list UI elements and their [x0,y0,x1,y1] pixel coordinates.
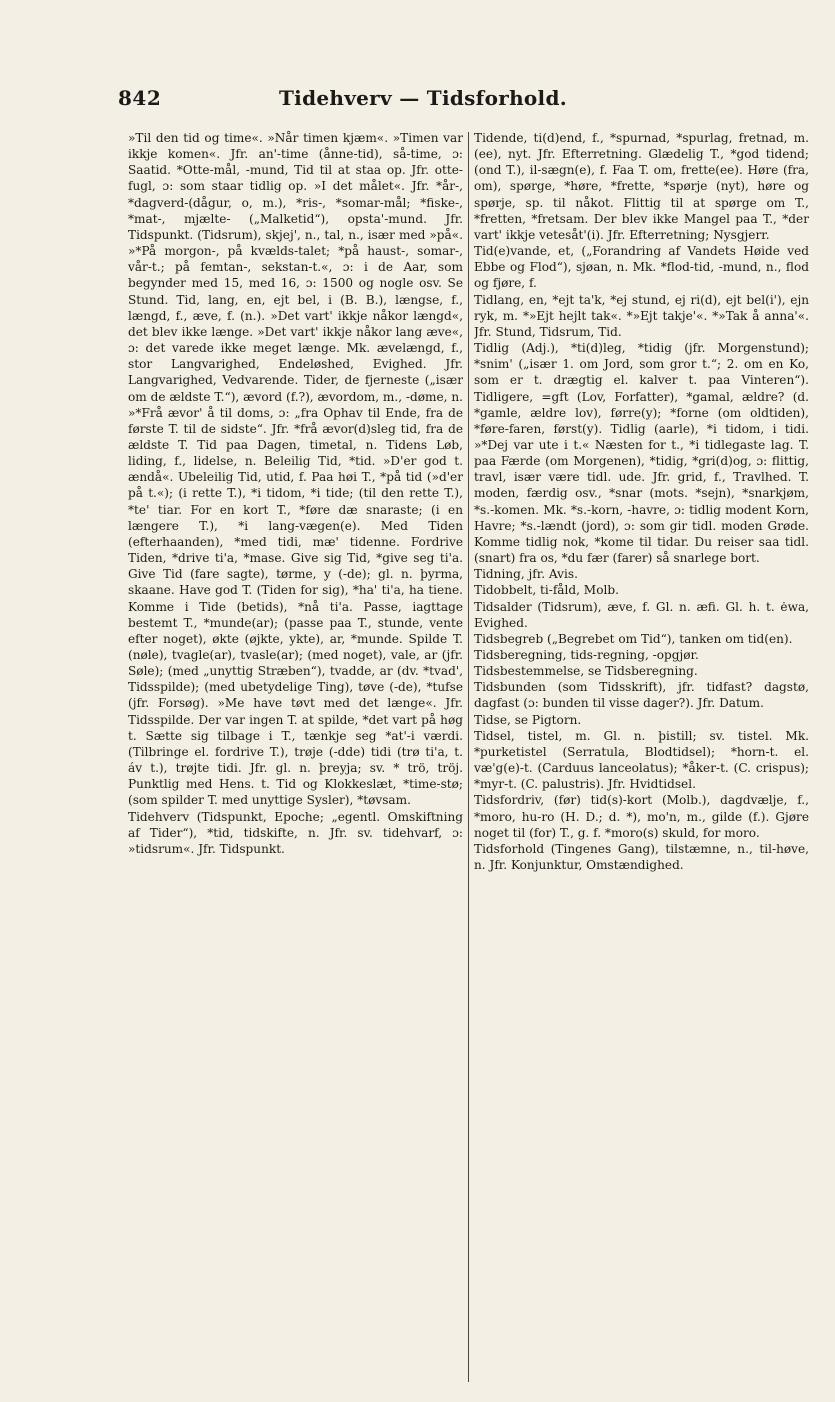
entry-paragraph: Tidende, ti(d)end, f., *spurnad, *spurlag, fretnad, m. (ee), nyt. Jfr. Efterretning. Glædelig T., *god tidend; (ond T.), il-sægn(e), f. Faa T. om, frette(ee). Høre (fra, om), spørge, *høre, *frette, *spørje (nyt), høre og spørje, sp. til nåkot. Flittig til at spørge om T., *fretten, *fretsam. Der blev ikke Mangel paa T., *der vart' ikkje vetesåt'(i). Jfr. Efterretning; Nysgjerr. [474,131,809,242]
left-column [128,130,463,1385]
entry-paragraph: Tid(e)vande, et, („Forandring af Vandets Høide ved Ebbe og Flod“), sjøan, n. Mk. *flod-tid, -mund, n., flod og fjøre, f. [474,244,809,291]
entry-paragraph: Tidsberegning, tids-regning, -opgjør. [474,648,699,662]
entry-paragraph: Tidsbunden (som Tidsskrift), jfr. tidfast? dagstø, dagfast (ɔ: bunden til visse dager?). Jfr. Datum. [474,680,809,711]
running-title: Tidehverv — Tidsforhold. [279,86,567,110]
entry-paragraph: Tidsalder (Tidsrum), æve, f. Gl. n. æfi. Gl. h. t. ėwa, Evighed. [474,599,809,630]
entry-paragraph: Tidsbegreb („Begrebet om Tid“), tanken om tid(en). [474,631,793,646]
entry-paragraph: Tidehverv (Tidspunkt, Epoche; „egentl. Omskiftning af Tider“), *tid, tidskifte, n. Jfr. sv. tidehvarf, ɔ: »tidsrum«. Jfr. Tidspunkt. [128,809,463,856]
page-number: 842 [118,86,162,110]
entry-paragraph: Tidsforhold (Tingenes Gang), tilstæmne, n., til-høve, n. Jfr. Konjunktur, Omstændighed. [474,841,809,873]
entry-paragraph: Tidning, jfr. Avis. [474,567,578,582]
entry-paragraph: Tidsel, tistel, m. Gl. n. þistill; sv. tistel. Mk. *purketistel (Serratula, Blodtidsel); *horn-t. el. væ'g(e)-t. (Carduus lanceolatus); *åker-t. (C. crispus); *myr-t. (C. palustris). Jfr. Hvidtidsel. [474,728,809,792]
right-column [474,130,809,1385]
entry-paragraph: Tidsfordriv, (før) tid(s)-kort (Molb.), dagdvælje, f., *moro, hu-ro (H. D.; d. *), mo'n, m., gilde (f.). Gjøre noget til (for) T., g. f. *moro(s) skuld, for moro. [474,793,809,840]
entry-paragraph: Tidse, se Pigtorn. [474,712,582,727]
entry-paragraph: »Til den tid og time«. »Når timen kjæm«. »Timen var ikkje komen«. Jfr. an'-time (ånne-tid), så-time, ɔ: Saatid. *Otte-mål, -mund, Tid til at staa op. Jfr. otte-fugl, ɔ: som staar tidlig op. »I det målet«. Jfr. *år-, *dagverd-(dågur, o, m.), *ris-, *somar-mål; *fiske-, *mat-, mjælte- („Malketid“), opsta'-mund. Jfr. Tidspunkt. (Tidsrum), skjej', n., tal, n., især med »på«. »*På morgon-, på kvælds-talet; *på haust-, somar-, vår-t.; på femtan-, sekstan-t.«, ɔ: i de Aar, som begynder med 15, med 16, ɔ: 1500 og nogle osv. Se Stund. Tid, lang, en, ejt bel, i (B. B.), længse, f., længd, f., æve, f. (n.). »Det vart' ikkje nåkor længd«, det blev ikke længe. »Det vart' ikkje nåkor lang æve«, ɔ: det varede ikke meget længe. Mk. ævelængd, f., stor Langvarighed, Endeløshed, Evighed. Jfr. Langvarighed, Vedvarende. Tider, de fjerneste („især om de ældste T.“), ævord (f.?), ævordom, m., -døme, n. »*Frå ævor' å til doms, ɔ: „fra Ophav til Ende, fra de første T. til de sidste“. Jfr. *frå ævor(d)sleg tid, fra de ældste T. Tid paa Dagen, timetal, n. Tidens Løb, liding, f., lidelse, n. Beleilig Tid, *tid. »D'er god t. ændå«. Ubeleilig Tid, utid, f. Paa høi T., *på tid (»d'er på t.«); (i rette T.), *i tidom, *i tide; (til den rette T.), *te' tiar. For en kort T., *føre dæ snaraste; (i en længere T.), *i lang-vægen(e). Med Tiden (efterhaanden), *med tidi, mæ' tidenne. Fordrive Tiden, *drive ti'a, *mase. Give sig Tid, *give seg ti'a. Give Tid (fare sagte), tørme, y (-de); gl. n. þyrma, skaane. Have god T. (Tiden for sig), *ha' ti'a, ha tiene. Komme i Tide (betids), *nå ti'a. Passe, iagttage bestemt T., *munde(ar); (passe paa T., stunde, vente efter noget), økte (øjkte, ykte), ar, *munde. Spilde T. (nøle), tvagle(ar), tvasle(ar); (med noget), vale, ar (jfr. Søle); (med „unyttig Stræben“), tvadde, ar (dv. *tvad', Tidsspilde); (med ubetydelige Ting), tøve (-de), *tufse (jfr. Forsøg). »Me have tøvt med det længe«. Jfr. Tidsspilde. Der var ingen T. at spilde, *det vart på høg t. Sætte sig tilbage i T., tænkje seg *at'-i værdi. (Tilbringe el. fordrive T.), trøje (-dde) tidi (trø ti'a, t. áv t.), trøjte tidi. Jfr. gl. n. þreyja; sv. * trö, tröj. Punktlig med Hens. t. Tid og Klokkeslæt, *time-stø; (som spilder T. med unyttige Sysler), *tøvsam. [128,131,463,808]
entry-paragraph: Tidlig (Adj.), *ti(d)leg, *tidig (jfr. Morgenstund); *snim' („især 1. om Jord, som gror t.“; 2. om en Ko, som er t. drægtig el. kalver t. paa Vinteren“). Tidligere, =gft (Lov, Forfatter), *gamal, ældre? (d. *gamle, ældre lov), førre(y); *forne (om oldtiden), *føre-faren, først(y). Tidlig (aarle), *i tidom, i tidi. »*Dej var ute i t.« Næsten for t., *i tidlegaste lag. T. paa Færde (om Morgenen), *tidig, *gri(d)og, ɔ: flittig, travl, især være tidl. ude. Jfr. grid, f., Travlhed. T. moden, færdig osv., *snar (mots. *sejn), *snarkjøm, *s.-komen. Mk. *s.-korn, -havre, ɔ: tidlig modent Korn, Havre; *s.-lændt (jord), ɔ: som gir tidl. moden Grøde. Komme tidlig nok, *kome til tidar. Du reiser saa tidl. (snart) fra os, *du fær (farer) så snarlege bort. [474,341,809,566]
entry-paragraph: Tidsbestemmelse, se Tidsberegning. [474,664,698,679]
entry-paragraph: Tidlang, en, *ejt ta'k, *ej stund, ej ri(d), ejt bel(i'), ejn ryk, m. *»Ejt hejlt tak«. *»Ejt takje'«. *»Tak å anna'«. Jfr. Stund, Tidsrum, Tid. [474,292,809,339]
column-divider [468,132,469,1382]
entry-paragraph: Tidobbelt, ti-fåld, Molb. [474,583,619,598]
page-header [118,86,728,116]
